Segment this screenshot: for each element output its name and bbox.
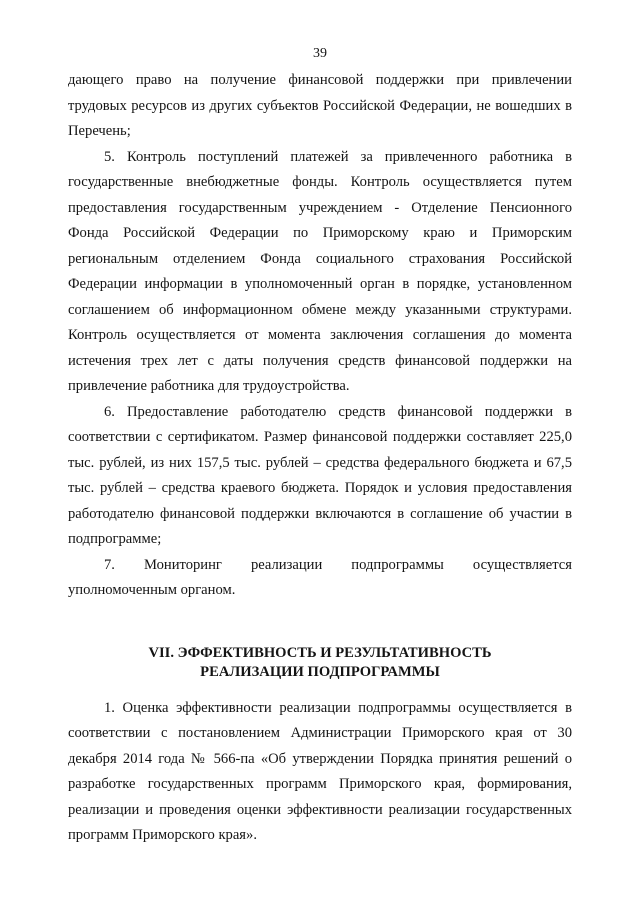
paragraph-item-7-line-2: уполномоченным органом.	[68, 582, 236, 598]
page-number: 39	[313, 46, 327, 61]
paragraph-item-6: 6. Предоставление работодателю средств финансовой поддержки в соответствии с сертификатом. Размер финансовой поддержки составляет 225,0 тыс. рублей, из них 157,5 тыс. рублей – средства федерального бюджета и 67,5 тыс. рублей – средства краевого бюджета. Порядок и условия предоставления работодателю финансовой поддержки включаются в соглашение об участии в подпрограмме;	[68, 403, 572, 547]
section-heading-line-1: VII. ЭФФЕКТИВНОСТЬ И РЕЗУЛЬТАТИВНОСТЬ	[148, 644, 492, 661]
section-heading	[68, 644, 572, 682]
document-body	[68, 68, 572, 849]
section-heading-line-2: РЕАЛИЗАЦИИ ПОДПРОГРАММЫ	[200, 663, 440, 680]
paragraph-continued: дающего право на получение финансовой поддержки при привлечении трудовых ресурсов из других субъектов Российской Федерации, не вошедших в Перечень;	[68, 72, 572, 139]
section-paragraph-1: 1. Оценка эффективности реализации подпрограммы осуществляется в соответствии с постановлением Администрации Приморского края от 30 декабря 2014 года № 566-па «Об утверждении Порядка принятия решений о разработке государственных программ Приморского края, формирования, реализации и проведения оценки эффективности реализации государственных программ Приморского края».	[68, 699, 572, 843]
paragraph-item-7-line-1: 7. Мониторинг реализации подпрограммы осуществляется	[104, 556, 572, 573]
paragraph-item-5: 5. Контроль поступлений платежей за привлеченного работника в государственные внебюджетные фонды. Контроль осуществляется путем предоставления государственным учреждением - Отделение Пенсионного Фонда Российской Федерации по Приморскому краю и Приморским региональным отделением Фонда социального страхования Российской Федерации информации в уполномоченный орган в порядке, установленном соглашением об информационном обмене между указанными структурами. Контроль осуществляется от момента заключения соглашения до момента истечения трех лет с даты получения средств финансовой поддержки на привлечение работника для трудоустройства.	[68, 148, 572, 394]
